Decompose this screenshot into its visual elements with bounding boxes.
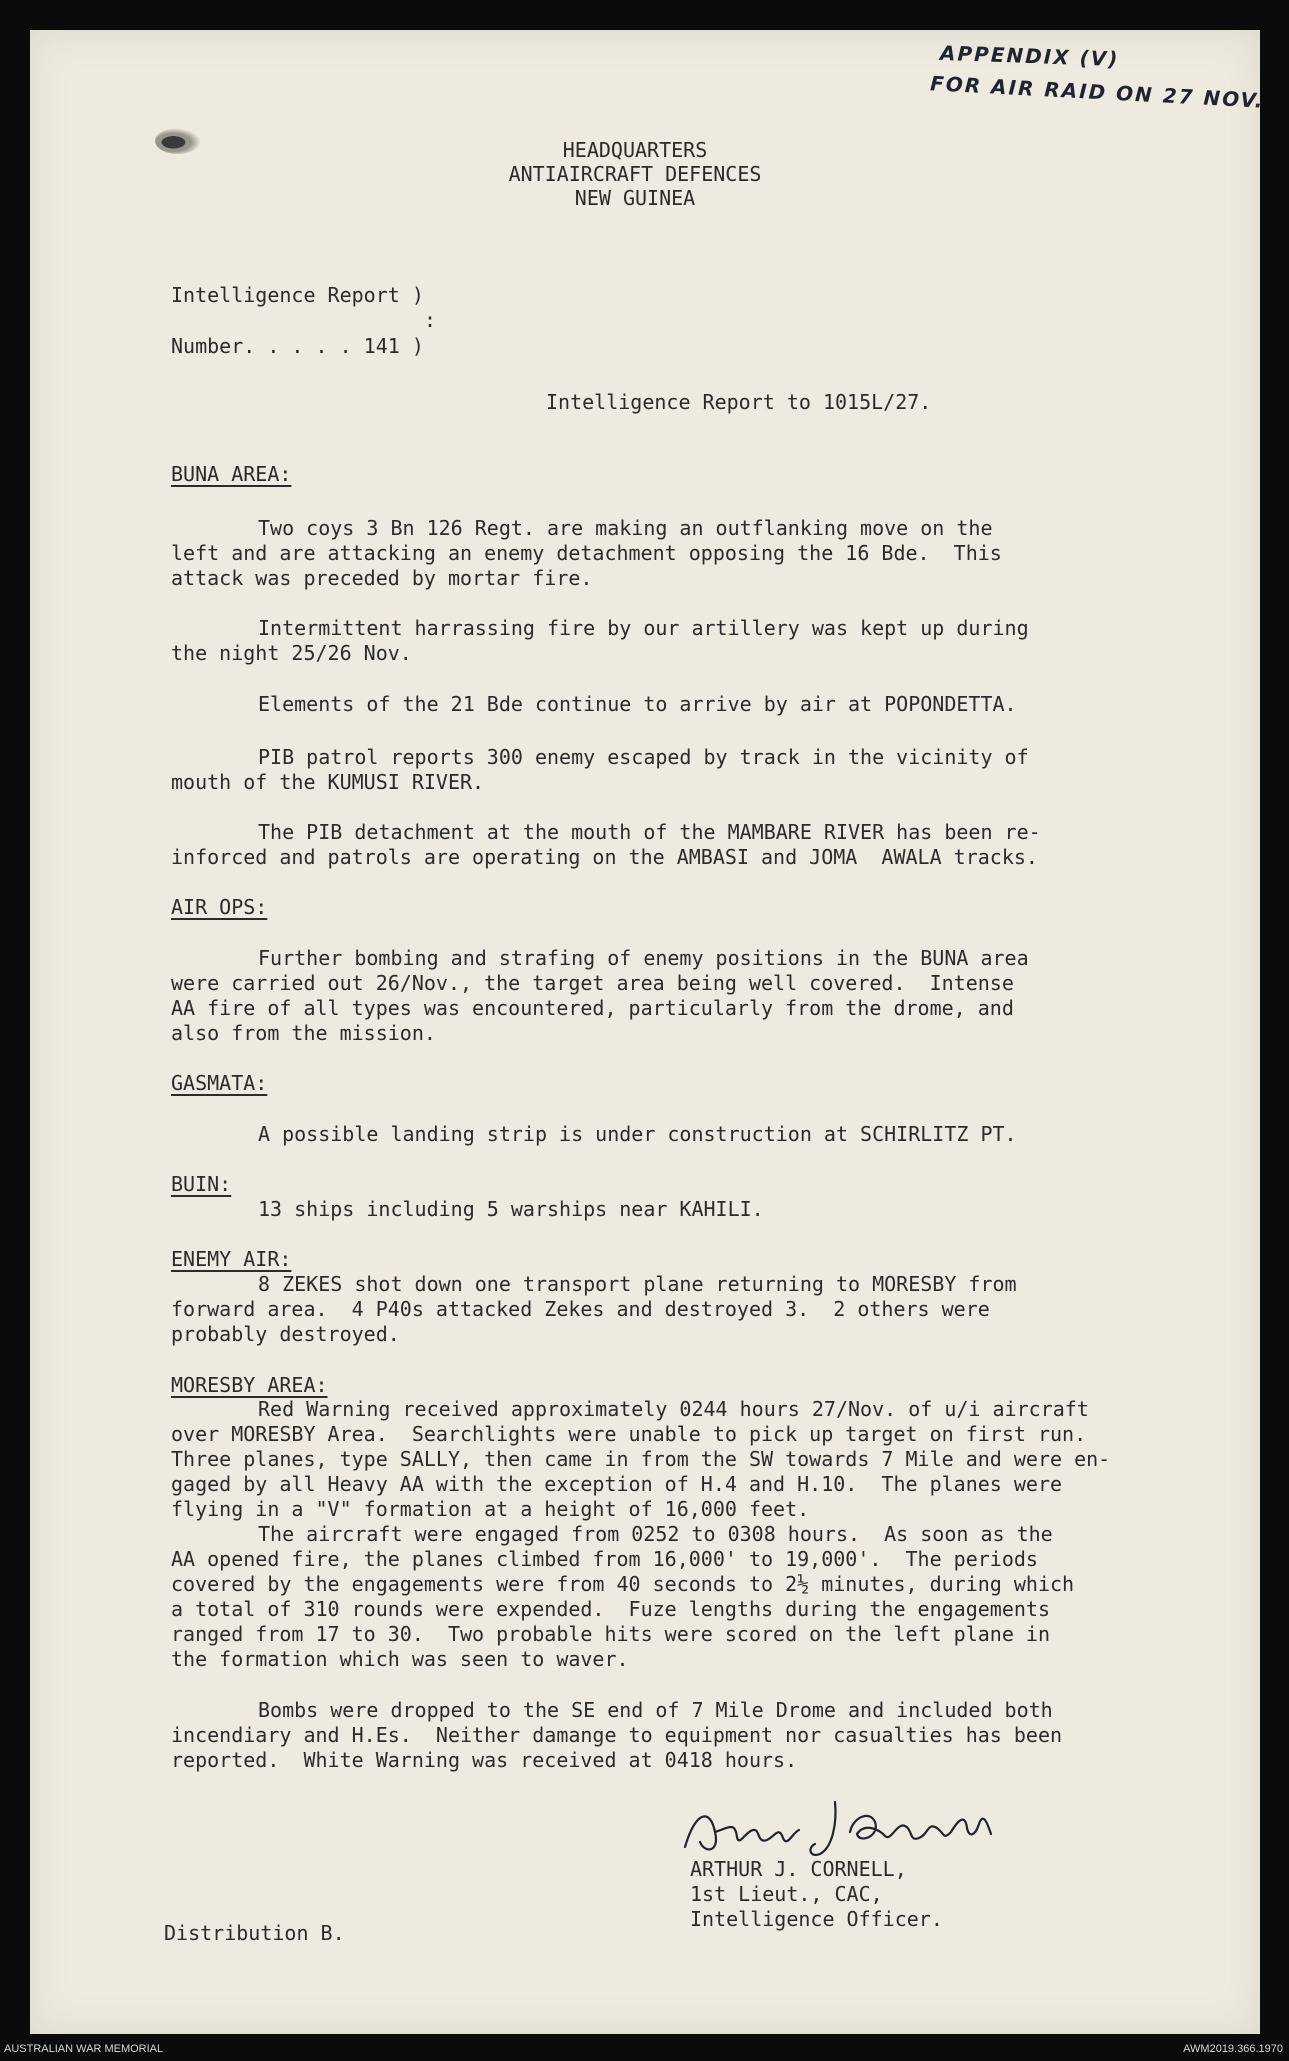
- buna-p2-l2: the night 25/26 Nov.: [171, 641, 412, 665]
- buna-p1-l2: left and are attacking an enemy detachment opposing the 16 Bde. This: [171, 541, 1002, 565]
- air-ops-l2: were carried out 26/Nov., the target area being well covered. Intense: [171, 971, 1014, 995]
- report-title: Intelligence Report to 1015L/27.: [546, 390, 932, 414]
- handwritten-annotation-appendix: APPENDIX (V): [939, 40, 1120, 72]
- moresby-p3-l2: incendiary and H.Es. Neither damange to equipment nor casualties has been: [171, 1723, 1063, 1747]
- buna-p5-l2: inforced and patrols are operating on the AMBASI and JOMA AWALA tracks.: [171, 845, 1038, 869]
- section-heading-gasmata: GASMATA:: [171, 1071, 268, 1095]
- report-colon: :: [424, 308, 437, 332]
- buna-p2-l1: Intermittent harrassing fire by our artillery was kept up during: [258, 616, 1029, 640]
- air-ops-l4: also from the mission.: [171, 1021, 436, 1045]
- section-heading-air-ops: AIR OPS:: [171, 895, 268, 919]
- buna-p4-l2: mouth of the KUMUSI RIVER.: [171, 770, 485, 794]
- air-ops-l1: Further bombing and strafing of enemy positions in the BUNA area: [258, 946, 1029, 970]
- moresby-p2-l4: a total of 310 rounds were expended. Fuze lengths during the engagements: [171, 1597, 1050, 1621]
- footer-institution: AUSTRALIAN WAR MEMORIAL: [4, 2043, 164, 2055]
- buna-p5-l1: The PIB detachment at the mouth of the MAMBARE RIVER has been re-: [258, 820, 1041, 844]
- signatory-rank: 1st Lieut., CAC,: [690, 1882, 883, 1906]
- moresby-p3-l1: Bombs were dropped to the SE end of 7 Mile Drome and included both: [258, 1698, 1053, 1722]
- air-ops-l3: AA fire of all types was encountered, particularly from the drome, and: [171, 996, 1014, 1020]
- moresby-p2-l1: The aircraft were engaged from 0252 to 0308 hours. As soon as the: [258, 1522, 1053, 1546]
- enemy-air-l1: 8 ZEKES shot down one transport plane returning to MORESBY from: [258, 1272, 1017, 1296]
- section-heading-buna: BUNA AREA:: [171, 462, 292, 486]
- header-line-2: ANTIAIRCRAFT DEFENCES: [508, 162, 762, 186]
- moresby-p1-l1: Red Warning received approximately 0244 hours 27/Nov. of u/i aircraft: [258, 1397, 1089, 1421]
- signatory-title: Intelligence Officer.: [690, 1907, 943, 1931]
- buna-p1-l3: attack was preceded by mortar fire.: [171, 566, 593, 590]
- section-heading-enemy-air: ENEMY AIR:: [171, 1247, 292, 1271]
- report-label: Intelligence Report ): [171, 283, 424, 307]
- header-line-1: HEADQUARTERS: [562, 138, 708, 162]
- buna-p3-l1: Elements of the 21 Bde continue to arrive by air at POPONDETTA.: [258, 692, 1017, 716]
- moresby-p2-l5: ranged from 17 to 30. Two probable hits were scored on the left plane in: [171, 1622, 1050, 1646]
- moresby-p2-l2: AA opened fire, the planes climbed from 16,000' to 19,000'. The periods: [171, 1547, 1038, 1571]
- moresby-p2-l3: covered by the engagements were from 40 seconds to 2½ minutes, during which: [171, 1572, 1075, 1596]
- moresby-p2-l6: the formation which was seen to waver.: [171, 1647, 629, 1671]
- section-heading-moresby: MORESBY AREA:: [171, 1373, 328, 1397]
- report-number: Number. . . . . 141 ): [171, 334, 424, 358]
- header-line-3: NEW GUINEA: [574, 186, 696, 210]
- buna-p4-l1: PIB patrol reports 300 enemy escaped by track in the vicinity of: [258, 745, 1029, 769]
- signatory-name: ARTHUR J. CORNELL,: [690, 1857, 907, 1881]
- buna-p1-l1: Two coys 3 Bn 126 Regt. are making an outflanking move on the: [258, 516, 993, 540]
- distribution: Distribution B.: [164, 1921, 345, 1945]
- section-heading-buin: BUIN:: [171, 1172, 232, 1196]
- footer-accession: AWM2019.366.1970: [1183, 2043, 1283, 2055]
- moresby-p1-l5: flying in a "V" formation at a height of 16,000 feet.: [171, 1497, 810, 1521]
- moresby-p1-l4: gaged by all Heavy AA with the exception of H.4 and H.10. The planes were: [171, 1472, 1063, 1496]
- enemy-air-l3: probably destroyed.: [171, 1322, 400, 1346]
- gasmata-l1: A possible landing strip is under construction at SCHIRLITZ PT.: [258, 1122, 1017, 1146]
- buin-l1: 13 ships including 5 warships near KAHILI.: [258, 1197, 764, 1221]
- signature: [675, 1792, 1035, 1862]
- enemy-air-l2: forward area. 4 P40s attacked Zekes and destroyed 3. 2 others were: [171, 1297, 990, 1321]
- moresby-p1-l3: Three planes, type SALLY, then came in from the SW towards 7 Mile and were en-: [171, 1447, 1111, 1471]
- moresby-p3-l3: reported. White Warning was received at 0418 hours.: [171, 1748, 798, 1772]
- moresby-p1-l2: over MORESBY Area. Searchlights were unable to pick up target on first run.: [171, 1422, 1087, 1446]
- handwritten-annotation-raid: FOR AIR RAID ON 27 NOV.: [929, 71, 1266, 113]
